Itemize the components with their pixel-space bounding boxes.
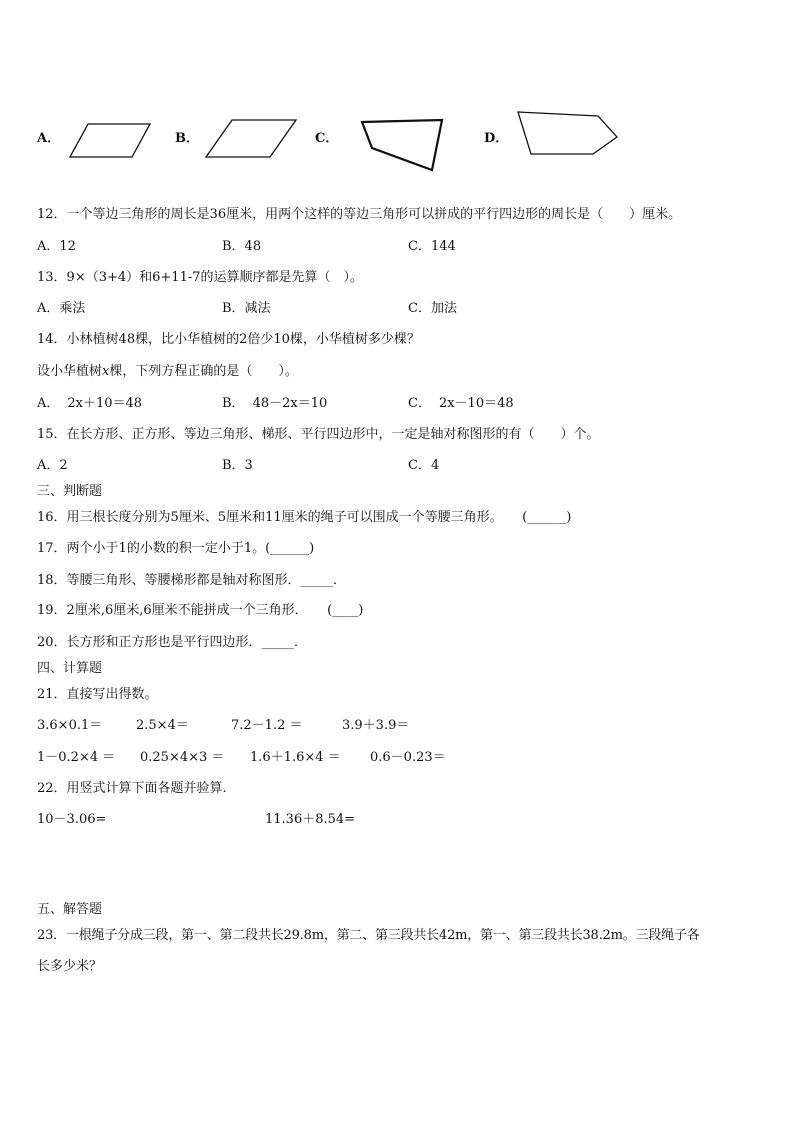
q17-statement: 17．两个小于1的小数的积一定小于1。(______): [37, 541, 315, 556]
shape-b-parallelogram: [204, 118, 298, 160]
q16-statement: 16．用三根长度分别为5厘米、5厘米和11厘米的绳子可以围成一个等腰三角形。 (______): [37, 510, 572, 525]
q14-stem: 14．小林植树48棵，比小华植树的2倍少10棵，小华植树多少棵？: [37, 332, 420, 347]
shape-d-pentagon: [515, 108, 621, 160]
shape-option-b-label: B．: [175, 131, 199, 146]
q14-option-c: [408, 395, 514, 413]
q14-substem: [37, 363, 298, 381]
shape-c-quadrilateral: [358, 116, 446, 174]
q15-option-b: B．3: [222, 458, 253, 473]
q14-option-a: [37, 395, 142, 413]
q14-substem-suffix: 棵，下列方程正确的是（ ）。: [109, 364, 298, 379]
shape-option-a-label: A．: [37, 131, 61, 146]
q14-substem-prefix: 设小华植树: [37, 364, 103, 379]
q14-option-b-letter: B．: [222, 396, 245, 411]
q12-option-c: C．144: [408, 239, 456, 254]
q22-stem: 22．用竖式计算下面各题并验算.: [37, 781, 227, 796]
q21-item-6: 0.25×4×3 ＝: [140, 750, 225, 765]
q13-option-b: B．减法: [222, 301, 271, 316]
section3-title: 三、判断题: [37, 484, 103, 499]
q13-option-c: C．加法: [408, 301, 457, 316]
section4-title: 四、计算题: [37, 661, 103, 676]
q21-item-1: 3.6×0.1＝: [37, 718, 103, 733]
q15-option-a: A．2: [37, 458, 68, 473]
q14-variable: x: [102, 364, 110, 379]
q15-stem: 15．在长方形、正方形、等边三角形、梯形、平行四边形中，一定是轴对称图形的有（ ）个。: [37, 427, 600, 442]
q13-stem: 13．9×（3+4）和6+11-7的运算顺序都是先算（ ）。: [37, 270, 364, 285]
q12-option-a: A．12: [37, 239, 76, 254]
q22-item-2: 11.36＋8.54=: [265, 812, 356, 827]
shape-a-parallelogram: [68, 120, 152, 160]
q21-stem: 21．直接写出得数。: [37, 687, 158, 702]
q18-statement: 18．等腰三角形、等腰梯形都是轴对称图形．_____．: [37, 573, 347, 588]
q21-item-3: 7.2－1.2 ＝: [231, 718, 303, 733]
q14-option-b: [222, 395, 327, 413]
section5-title: 五、解答题: [37, 902, 103, 917]
q19-statement: 19．2厘米,6厘米,6厘米不能拼成一个三角形． (____): [37, 603, 364, 618]
q21-item-2: 2.5×4＝: [136, 718, 189, 733]
q23-line2: 长多少米？: [37, 959, 103, 974]
q20-statement: 20．长方形和正方形也是平行四边形．_____．: [37, 635, 308, 650]
q22-item-1: 10－3.06=: [37, 812, 107, 827]
q14-option-c-letter: C．: [408, 396, 431, 411]
q14-option-b-expr: 48－2x＝10: [252, 396, 328, 411]
q12-option-b: B．48: [222, 239, 262, 254]
shape-option-d-label: D．: [484, 131, 509, 146]
q14-option-c-expr: 2x－10＝48: [438, 396, 514, 411]
q14-option-a-letter: A．: [37, 396, 60, 411]
q14-option-a-expr: 2x＋10＝48: [67, 396, 143, 411]
q21-item-5: 1－0.2×4 ＝: [37, 750, 116, 765]
q15-option-c: C．4: [408, 458, 440, 473]
q21-item-7: 1.6＋1.6×4 ＝: [250, 750, 341, 765]
q12-stem: 12．一个等边三角形的周长是36厘米，用两个这样的等边三角形可以拼成的平行四边形的周长是（ ）厘米。: [37, 207, 682, 222]
q13-option-a: A．乘法: [37, 301, 86, 316]
q23-line1: 23．一根绳子分成三段，第一、第二段共长29.8m，第二、第三段共长42m，第一、第三段共长38.2m。三段绳子各: [37, 928, 700, 943]
shape-option-c-label: C．: [315, 131, 339, 146]
q21-item-8: 0.6－0.23＝: [370, 750, 446, 765]
q21-item-4: 3.9＋3.9＝: [342, 718, 410, 733]
